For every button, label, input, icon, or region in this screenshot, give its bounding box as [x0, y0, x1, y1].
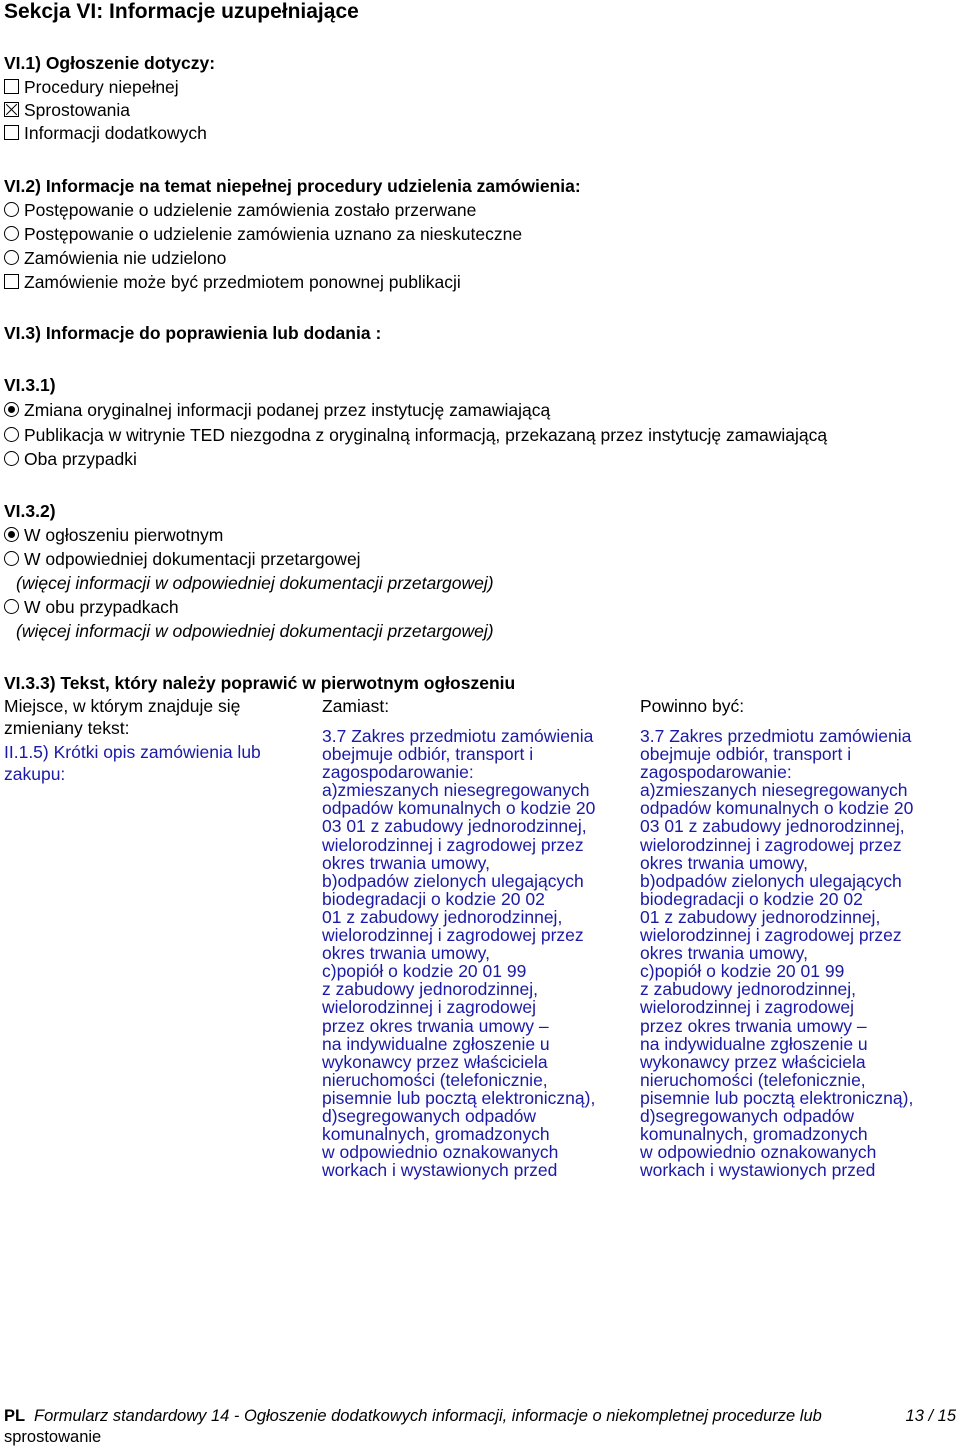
option-label: Postępowanie o udzielenie zamówienia zostało przerwane	[24, 200, 477, 220]
vi2-option-nieskuteczne[interactable]	[4, 224, 522, 245]
option-label: Informacji dodatkowych	[24, 123, 207, 143]
option-label: Zmiana oryginalnej informacji podanej przez instytucję zamawiającą	[24, 400, 551, 420]
radio-empty-icon[interactable]	[4, 250, 19, 265]
vi32-option-dokumentacji[interactable]	[4, 549, 361, 570]
vi32-option-pierwotnym[interactable]	[4, 525, 223, 546]
vi1-option-sprostowania[interactable]	[4, 100, 130, 121]
checkbox-empty-icon[interactable]	[4, 125, 19, 140]
place-value: II.1.5) Krótki opis zamówienia lub zakupu:	[4, 742, 261, 784]
radio-empty-icon[interactable]	[4, 202, 19, 217]
option-label: W odpowiedniej dokumentacji przetargowej	[24, 549, 361, 569]
checkbox-empty-icon[interactable]	[4, 79, 19, 94]
footer-form-title: Formularz standardowy 14 - Ogłoszenie dodatkowych informacji, informacje o niekompletnej procedurze lub	[34, 1407, 822, 1425]
radio-empty-icon[interactable]	[4, 226, 19, 241]
radio-empty-icon[interactable]	[4, 427, 19, 442]
checkbox-checked-icon[interactable]	[4, 102, 19, 117]
footer-lang: PL	[4, 1407, 26, 1425]
option-label: Oba przypadki	[24, 449, 137, 469]
vi32-note: (więcej informacji w odpowiedniej dokumentacji przetargowej)	[16, 621, 494, 641]
footer-form-title-continued: sprostowanie	[4, 1428, 102, 1446]
place-column-label: Miejsce, w którym znajduje się zmieniany tekst:	[4, 696, 241, 738]
vi31-option-oba[interactable]	[4, 449, 137, 470]
radio-selected-icon[interactable]	[4, 527, 19, 542]
vi2-option-nie-udzielono[interactable]	[4, 248, 226, 269]
vi1-heading: VI.1) Ogłoszenie dotyczy:	[4, 53, 216, 73]
instead-text: 3.7 Zakres przedmiotu zamówienia obejmuje odbiór, transport i zagospodarowanie: a)zmieszanych niesegregowanych odpadów komunalnych o kodzie 20 03 01 z zabudowy jednorodzinnej, wielorodzinnej i zagrodowej przez okres trwania umowy, b)odpadów zielonych ulegających biodegradacji o kodzie 20 02 01 z zabudowy jednorodzinnej, wielorodzinnej i zagrodowej przez okres trwania umowy, c)popiół o kodzie 20 01 99 z zabudowy jednorodzinnej, wielorodzinnej i zagrodowej przez okres trwania umowy – na indywidualne zgłoszenie u wykonawcy przez właściciela nieruchomości (telefonicznie, pisemnie lub pocztą elektroniczną), d)segregowanych odpadów komunalnych, gromadzonych w odpowiednio oznakowanych workach i wystawionych przed	[322, 726, 596, 1181]
section-title: Sekcja VI: Informacje uzupełniające	[4, 0, 359, 23]
option-label: Postępowanie o udzielenie zamówienia uznano za nieskuteczne	[24, 224, 523, 244]
vi2-option-przerwane[interactable]	[4, 200, 476, 221]
radio-empty-icon[interactable]	[4, 451, 19, 466]
option-label: W obu przypadkach	[24, 597, 179, 617]
vi2-heading: VI.2) Informacje na temat niepełnej procedury udzielenia zamówienia:	[4, 176, 581, 196]
option-label: Procedury niepełnej	[24, 77, 179, 97]
footer-page-number: 13 / 15	[905, 1407, 956, 1425]
radio-empty-icon[interactable]	[4, 551, 19, 566]
vi32-note: (więcej informacji w odpowiedniej dokumentacji przetargowej)	[16, 573, 494, 593]
checkbox-empty-icon[interactable]	[4, 274, 19, 289]
vi32-option-obu[interactable]	[4, 597, 179, 618]
vi1-option-procedury[interactable]	[4, 77, 179, 98]
should-text: 3.7 Zakres przedmiotu zamówienia obejmuje odbiór, transport i zagospodarowanie: a)zmieszanych niesegregowanych odpadów komunalnych o kodzie 20 03 01 z zabudowy jednorodzinnej, wielorodzinnej i zagrodowej przez okres trwania umowy, b)odpadów zielonych ulegających biodegradacji o kodzie 20 02 01 z zabudowy jednorodzinnej, wielorodzinnej i zagrodowej przez okres trwania umowy, c)popiół o kodzie 20 01 99 z zabudowy jednorodzinnej, wielorodzinnej i zagrodowej przez okres trwania umowy – na indywidualne zgłoszenie u wykonawcy przez właściciela nieruchomości (telefonicznie, pisemnie lub pocztą elektroniczną), d)segregowanych odpadów komunalnych, gromadzonych w odpowiednio oznakowanych workach i wystawionych przed	[640, 726, 914, 1181]
option-label: Zamówienia nie udzielono	[24, 248, 227, 268]
vi2-checkbox-ponownej-publikacji[interactable]	[4, 272, 461, 293]
vi33-heading: VI.3.3) Tekst, który należy poprawić w pierwotnym ogłoszeniu	[4, 673, 516, 693]
radio-selected-icon[interactable]	[4, 402, 19, 417]
vi31-heading: VI.3.1)	[4, 375, 56, 395]
option-label: W ogłoszeniu pierwotnym	[24, 525, 224, 545]
vi1-option-informacji[interactable]	[4, 123, 207, 144]
vi31-option-ted[interactable]	[4, 425, 827, 446]
vi31-option-zmiana[interactable]	[4, 400, 550, 421]
option-label: Sprostowania	[24, 100, 131, 120]
should-column-label: Powinno być:	[640, 696, 745, 716]
option-label: Zamówienie może być przedmiotem ponownej publikacji	[24, 272, 461, 292]
instead-column-label: Zamiast:	[322, 696, 390, 716]
vi3-heading: VI.3) Informacje do poprawienia lub dodania :	[4, 323, 382, 343]
option-label: Publikacja w witrynie TED niezgodna z oryginalną informacją, przekazaną przez instytucję zamawiającą	[24, 425, 828, 445]
radio-empty-icon[interactable]	[4, 599, 19, 614]
vi32-heading: VI.3.2)	[4, 501, 56, 521]
